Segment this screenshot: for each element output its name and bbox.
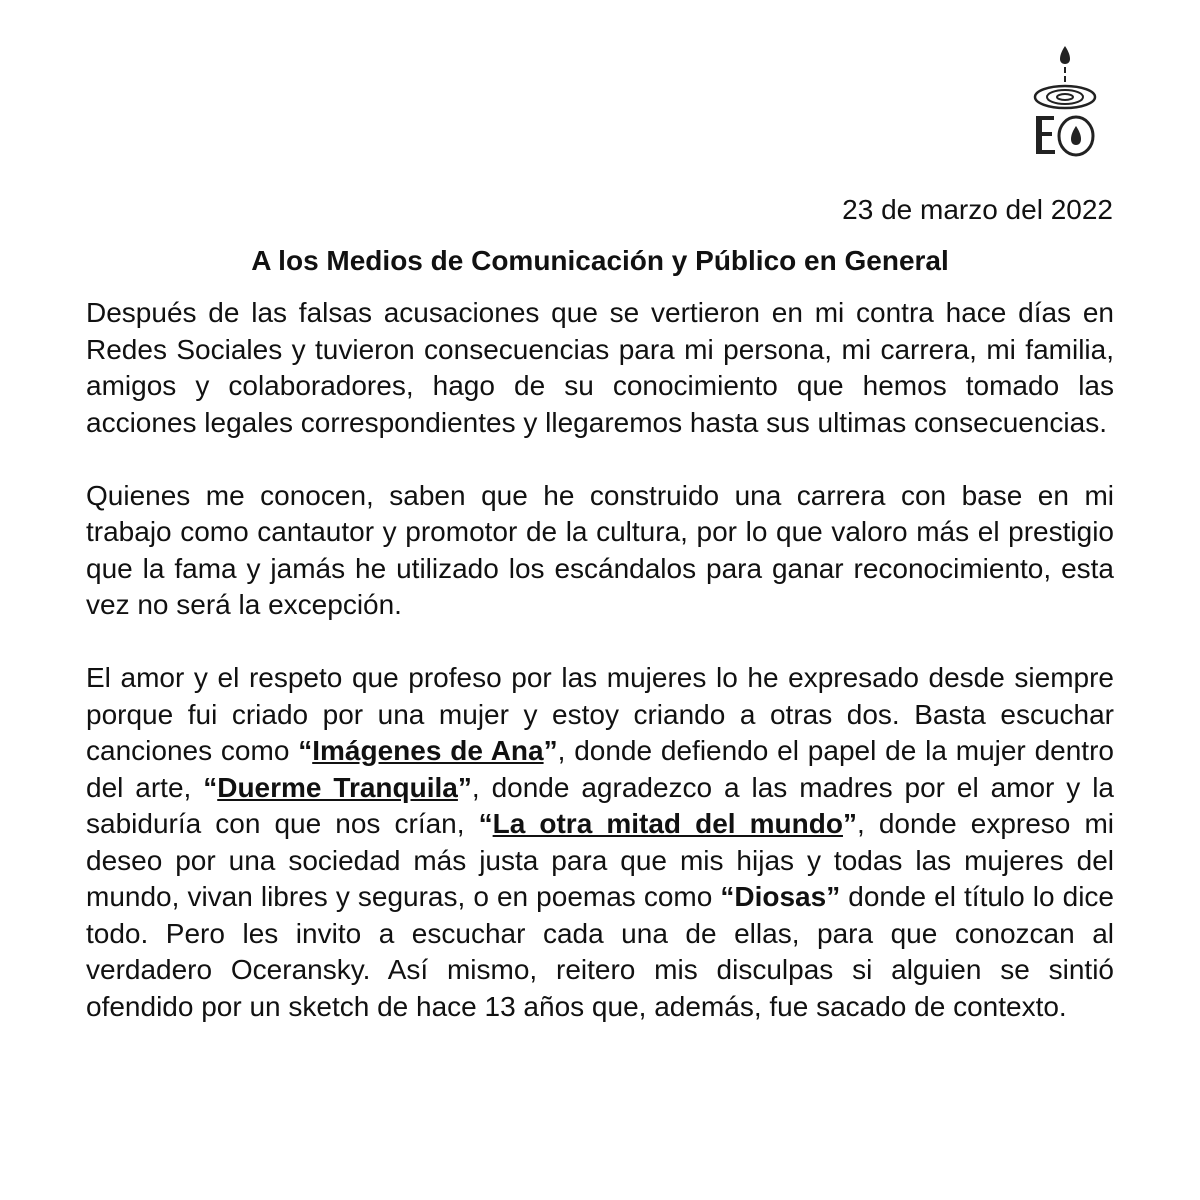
letter-body	[86, 295, 1114, 1062]
letter-heading: A los Medios de Comunicación y Público en General	[251, 245, 949, 276]
song-title-imagenes-de-ana: “Imágenes de Ana”	[298, 735, 558, 766]
eo-drop-ripple-logo-icon	[1028, 40, 1102, 162]
eo-logo	[1028, 40, 1102, 162]
song-title-la-otra-mitad-del-mundo: “La otra mitad del mundo”	[478, 808, 857, 839]
paragraph-text: , donde expreso mi deseo por una sociedad más justa para que mis hijas y todas las mujeres del mundo, vivan libres y seguras, o en poemas como	[86, 808, 1115, 912]
paragraph-text: El amor y el respeto que profeso por las mujeres lo he expresado desde siempre porque fui criado por una mujer y estoy criando a otras dos. Basta escuchar canciones como	[86, 662, 1114, 766]
paragraph-legal-actions: Después de las falsas acusaciones que se vertieron en mi contra hace días en Redes Sociales y tuvieron consecuencias para mi persona, mi carrera, mi familia, amigos y colaboradores, hago de su conocimiento que hemos tomado las acciones legales correspondientes y llegaremos hasta sus ultimas consecuencias.	[86, 297, 1114, 438]
paragraph-text: , donde agradezco a las madres por el amor y la sabiduría con que nos crían,	[86, 771, 1115, 839]
paragraph-text: donde el título lo dice todo. Pero les invito a escuchar cada una de ellas, para que conozcan al verdadero Oceransky. Así mismo, reitero mis disculpas si alguien se sintió ofendido por un sketch de hace 13 años que, además, fue sacado de contexto.	[86, 881, 1114, 1022]
poem-title-diosas: “Diosas”	[720, 881, 841, 912]
paragraph-songs	[86, 660, 1114, 1025]
letter-date: 23 de marzo del 2022	[842, 194, 1113, 225]
song-title-duerme-tranquila: “Duerme Tranquila”	[203, 771, 472, 803]
paragraph-text: , donde defiendo el papel de la mujer dentro del arte,	[86, 735, 1114, 803]
paragraph-career: Quienes me conocen, saben que he construido una carrera con base en mi trabajo como cantautor y promotor de la cultura, por lo que valoro más el prestigio que la fama y jamás he utilizado los escándalos para ganar reconocimiento, esta vez no será la excepción.	[86, 479, 1114, 620]
